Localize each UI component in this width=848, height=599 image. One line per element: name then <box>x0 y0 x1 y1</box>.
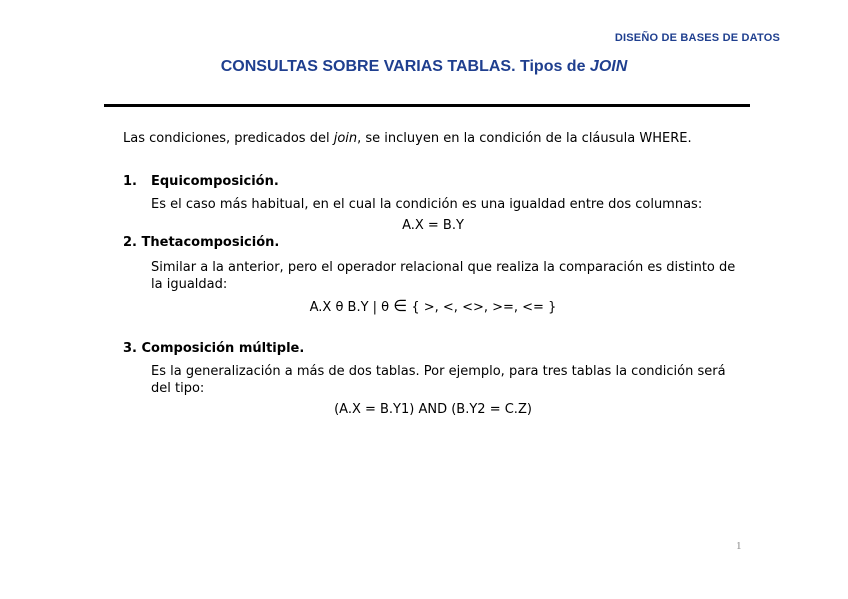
intro-text-before: Las condiciones, predicados del <box>123 131 334 146</box>
section-heading <box>123 173 743 190</box>
section-body: Es la generalización a más de dos tablas. Por ejemplo, para tres tablas la condición será del tipo: <box>151 364 726 396</box>
section-title: Equicomposición. <box>151 174 279 189</box>
page-title <box>0 58 848 76</box>
section-formula: A.X = B.Y <box>402 218 464 233</box>
page-number: 1 <box>736 540 742 552</box>
course-label: DISEÑO DE BASES DE DATOS <box>614 32 780 44</box>
formula-right: { >, <, <>, >=, <= } <box>407 300 557 315</box>
title-divider <box>104 104 750 107</box>
intro-text-emphasis: join <box>333 131 358 146</box>
section-title: Thetacomposición. <box>141 235 280 250</box>
element-of-symbol: ∈ <box>393 296 408 315</box>
section-heading <box>123 234 743 251</box>
section-body: Similar a la anterior, pero el operador relacional que realiza la comparación es distinto de la igualdad: <box>151 260 736 292</box>
section-body: Es el caso más habitual, en el cual la condición es una igualdad entre dos columnas: <box>151 197 703 212</box>
section-number: 3. <box>123 341 137 356</box>
section-number: 2. <box>123 235 137 250</box>
section-thetacomposition <box>123 234 743 316</box>
section-multiple-composition <box>123 340 743 418</box>
section-formula <box>123 297 743 316</box>
section-formula: (A.X = B.Y1) AND (B.Y2 = C.Z) <box>334 402 532 417</box>
section-number: 1. <box>123 174 137 189</box>
intro-paragraph <box>123 130 743 147</box>
title-main: CONSULTAS SOBRE VARIAS TABLAS. Tipos de <box>220 58 590 75</box>
slide-content <box>123 130 743 418</box>
section-heading <box>123 340 743 357</box>
section-title: Composición múltiple. <box>141 341 305 356</box>
formula-left: A.X θ B.Y | θ <box>309 300 394 315</box>
section-equicomposition <box>123 173 743 234</box>
title-emphasis: JOIN <box>589 58 628 75</box>
intro-text-after: , se incluyen en la condición de la cláusula WHERE. <box>357 131 692 146</box>
